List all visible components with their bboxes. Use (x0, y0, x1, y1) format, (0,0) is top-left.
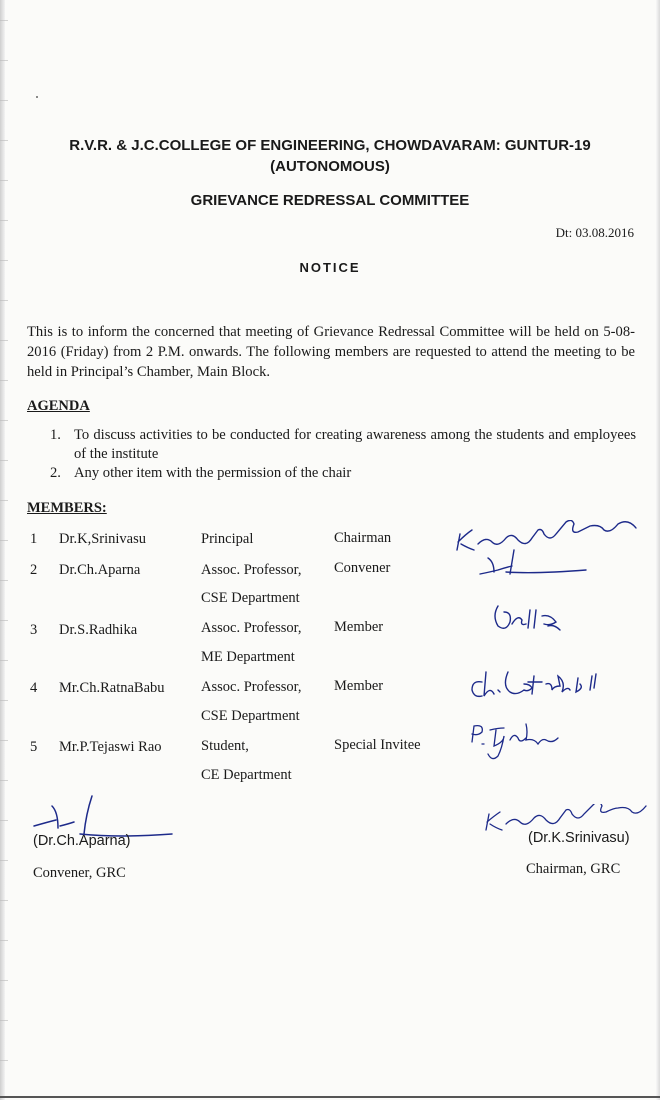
notice-title: NOTICE (299, 260, 361, 275)
member-designation: Assoc. Professor, (201, 562, 302, 578)
agenda-item-number: 1. (50, 427, 61, 443)
member-name: Mr.Ch.RatnaBabu (59, 680, 165, 696)
member-role: Member (334, 678, 384, 694)
agenda-item-number: 2. (50, 465, 61, 481)
signature-aparna-1 (476, 544, 596, 580)
signature-radhika (490, 602, 570, 634)
member-name: Dr.K,Srinivasu (59, 531, 146, 547)
convener-name: (Dr.Ch.Aparna) (33, 833, 131, 849)
member-designation: Assoc. Professor, (201, 679, 302, 695)
member-department: CE Department (201, 767, 292, 783)
agenda-item (50, 426, 636, 464)
scan-bottom-edge (0, 1096, 660, 1098)
member-name: Dr.Ch.Aparna (59, 562, 141, 578)
agenda-list (50, 426, 636, 483)
member-sno: 3 (30, 622, 38, 638)
member-role: Convener (334, 560, 391, 576)
member-role: Special Invitee (334, 737, 421, 753)
signature-srinivasu-2 (482, 804, 660, 832)
notice-date: Dt: 03.08.2016 (555, 225, 634, 240)
member-sno: 2 (30, 562, 38, 578)
agenda-heading: AGENDA (27, 398, 90, 414)
member-designation: Student, (201, 738, 249, 754)
chairman-role: Chairman, GRC (526, 861, 621, 877)
college-name: R.V.R. & J.C.COLLEGE OF ENGINEERING, CHOWDAVARAM: GUNTUR-19 (69, 137, 591, 154)
chairman-name: (Dr.K.Srinivasu) (528, 830, 630, 846)
member-sno: 4 (30, 680, 38, 696)
member-department: ME Department (201, 649, 295, 665)
member-designation: Principal (201, 531, 254, 547)
agenda-item-text: To discuss activities to be conducted for creating awareness among the students and employees of the institute (74, 427, 636, 462)
member-department: CSE Department (201, 708, 300, 724)
committee-name: GRIEVANCE REDRESSAL COMMITTEE (190, 192, 470, 209)
agenda-item (50, 464, 636, 483)
agenda-item-text: Any other item with the permission of the chair (74, 465, 352, 481)
member-sno: 1 (30, 531, 38, 547)
member-role: Member (334, 619, 384, 635)
convener-role: Convener, GRC (33, 865, 126, 881)
member-sno: 5 (30, 739, 38, 755)
notice-body: This is to inform the concerned that meeting of Grievance Redressal Committee will be held on 5-08-2016 (Friday) from 2 P.M. onwards. The following members are requested to attend the meeting to be held in Principal’s Chamber, Main Block. (27, 324, 635, 380)
scan-speck (36, 96, 38, 98)
member-role: Chairman (334, 530, 392, 546)
member-designation: Assoc. Professor, (201, 620, 302, 636)
signature-tejaswi (468, 718, 578, 774)
signature-ratnababu (468, 668, 618, 704)
member-department: CSE Department (201, 590, 300, 606)
member-name: Dr.S.Radhika (59, 622, 138, 638)
member-name: Mr.P.Tejaswi Rao (59, 739, 162, 755)
members-heading: MEMBERS: (27, 500, 107, 516)
college-status: (AUTONOMOUS) (270, 158, 390, 175)
